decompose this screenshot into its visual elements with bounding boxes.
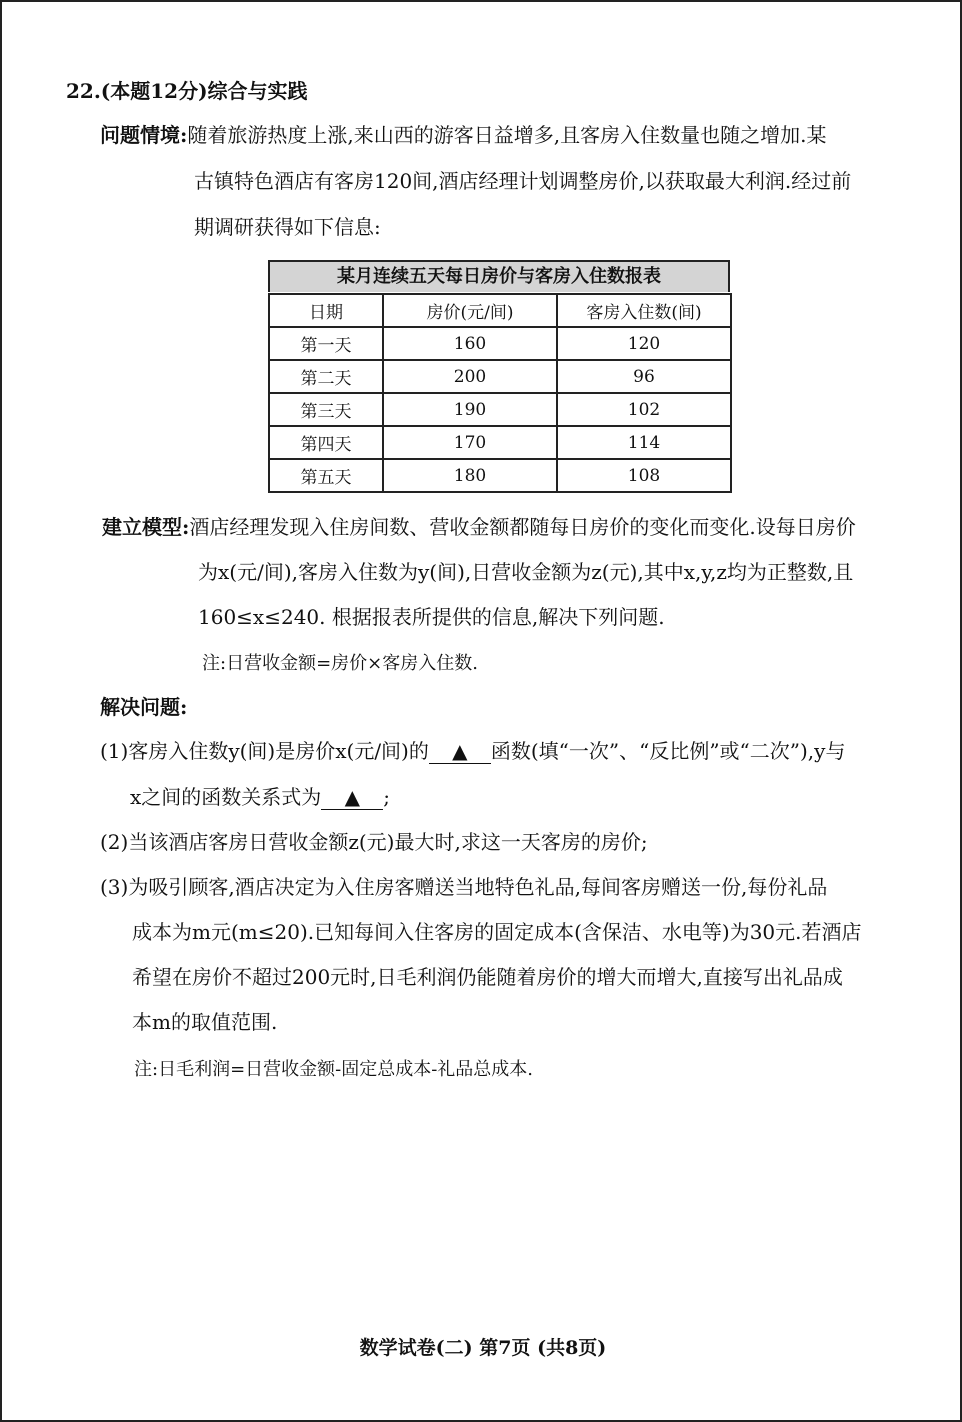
q3-line-1: (3)为吸引顾客,酒店决定为入住房客赠送当地特色礼品,每间客房赠送一份,每份礼品 xyxy=(100,875,828,899)
table-cell: 第三天 xyxy=(269,393,383,426)
table-cell: 180 xyxy=(383,459,557,492)
table-cell: 第二天 xyxy=(269,360,383,393)
situation-text-1: 随着旅游热度上涨,来山西的游客日益增多,且客房入住数量也随之增加.某 xyxy=(187,123,827,147)
situation-line-1 xyxy=(100,120,826,150)
table-cell: 120 xyxy=(557,327,731,360)
table-row xyxy=(269,426,731,459)
model-line-2: 为x(元/间),客房入住数为y(间),日营收金额为z(元),其中x,y,z均为正整数,且 xyxy=(198,560,854,584)
model-text-1: 酒店经理发现入住房间数、营收金额都随每日房价的变化而变化.设每日房价 xyxy=(189,515,856,539)
table-header-cell: 房价(元/间) xyxy=(383,294,557,327)
table-cell: 200 xyxy=(383,360,557,393)
table-cell: 第五天 xyxy=(269,459,383,492)
solve-label: 解决问题: xyxy=(100,695,188,719)
model-note: 注:日营收金额=房价×客房入住数. xyxy=(202,653,478,674)
table-cell: 170 xyxy=(383,426,557,459)
answer-blank-1[interactable]: ▲ xyxy=(429,739,491,764)
q3-note: 注:日毛利润=日营收金额-固定总成本-礼品总成本. xyxy=(134,1059,534,1080)
situation-label: 问题情境: xyxy=(100,123,188,147)
q3-line-3: 希望在房价不超过200元时,日毛利润仍能随着房价的增大而增大,直接写出礼品成 xyxy=(132,965,843,989)
q1-line-1 xyxy=(100,736,845,766)
answer-blank-2[interactable]: ▲ xyxy=(321,785,383,810)
table-row xyxy=(269,459,731,492)
q2-line: (2)当该酒店客房日营收金额z(元)最大时,求这一天客房的房价; xyxy=(100,830,648,854)
table-header-cell: 日期 xyxy=(269,294,383,327)
situation-line-3: 期调研获得如下信息: xyxy=(194,215,381,239)
table-header-cell: 客房入住数(间) xyxy=(557,294,731,327)
page-footer: 数学试卷(二) 第7页 (共8页) xyxy=(359,1337,607,1359)
table-cell: 第一天 xyxy=(269,327,383,360)
table-cell: 160 xyxy=(383,327,557,360)
table-row xyxy=(269,360,731,393)
situation-line-2: 古镇特色酒店有客房120间,酒店经理计划调整房价,以获取最大利润.经过前 xyxy=(194,169,852,193)
table-header-row xyxy=(269,294,731,327)
q1-part-1: (1)客房入住数y(间)是房价x(元/间)的 xyxy=(100,739,429,763)
table-row xyxy=(269,327,731,360)
model-line-1 xyxy=(102,512,856,542)
table-cell: 190 xyxy=(383,393,557,426)
table-cell: 114 xyxy=(557,426,731,459)
question-heading: 22.(本题12分)综合与实践 xyxy=(66,79,308,103)
q3-line-4: 本m的取值范围. xyxy=(132,1010,278,1034)
model-line-3: 160≤x≤240. 根据报表所提供的信息,解决下列问题. xyxy=(198,605,665,629)
q1-part-2: 函数(填“一次”、“反比例”或“二次”),y与 xyxy=(490,739,846,763)
q1-line-2-text: x之间的函数关系式为 xyxy=(130,785,322,809)
model-label: 建立模型: xyxy=(102,515,190,539)
q1-line-2 xyxy=(130,782,390,812)
table-title: 某月连续五天每日房价与客房入住数报表 xyxy=(268,260,730,292)
table-cell: 108 xyxy=(557,459,731,492)
q3-line-2: 成本为m元(m≤20).已知每间入住客房的固定成本(含保洁、水电等)为30元.若酒店 xyxy=(132,920,862,944)
table-cell: 96 xyxy=(557,360,731,393)
table-cell: 第四天 xyxy=(269,426,383,459)
q1-line-2-end: ; xyxy=(383,785,391,809)
data-table xyxy=(268,293,732,493)
table-row xyxy=(269,393,731,426)
table-cell: 102 xyxy=(557,393,731,426)
